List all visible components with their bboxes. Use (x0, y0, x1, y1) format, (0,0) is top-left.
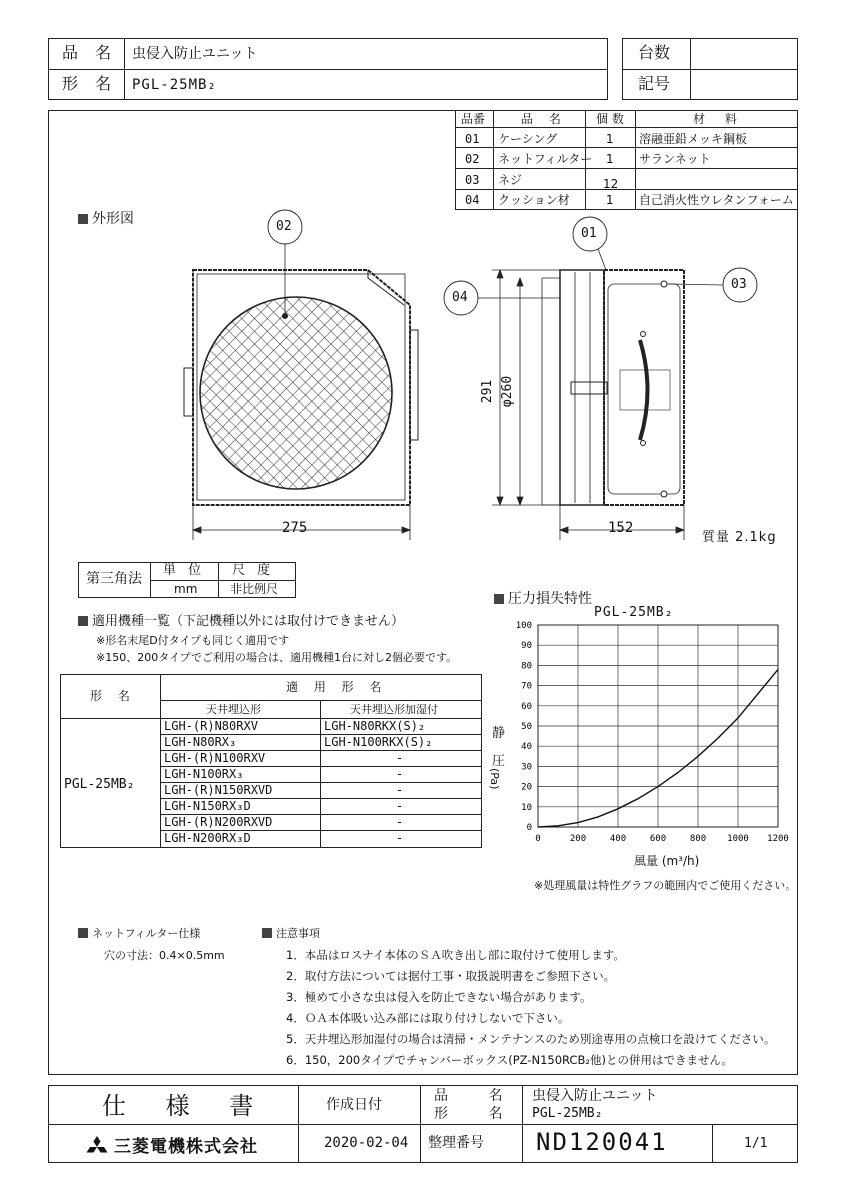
company-logo (84, 1135, 274, 1159)
unit-value: mm (174, 582, 198, 596)
y-tick-label: 10 (521, 802, 532, 813)
compat-col-applicable: 適 用 形 名 (286, 680, 388, 694)
parts-row-material: 溶融亜鉛メッキ鋼板 (639, 132, 748, 146)
y-tick-label: 20 (521, 782, 532, 793)
note-item: 2．取付方法については据付工事・取扱説明書をご参照下さい。 (286, 969, 616, 983)
chart-ylabel-2: 圧 (492, 754, 506, 769)
name-label: 品 名 (62, 43, 118, 62)
compat-row-ceiling: LGH-N150RX₃D (164, 799, 251, 813)
mass-label: 質量 2.1kg (702, 530, 777, 545)
compat-row-humid: LGH-N100RKX(S)₂ (324, 735, 433, 749)
compat-row-humid: LGH-N80RKX(S)₂ (324, 719, 426, 733)
company-name: 三菱電機株式会社 (114, 1137, 258, 1157)
compat-col-model: 形 名 (90, 689, 136, 703)
compat-title: 適用機種一覧（下記機種以外には取付けできません） (78, 615, 404, 628)
parts-row-name: ネットフィルター (498, 152, 593, 166)
y-tick-label: 40 (521, 742, 532, 753)
y-tick-label: 80 (521, 661, 532, 672)
name-label-footer: 品 名 (434, 1088, 521, 1104)
compat-row-humid: - (396, 751, 404, 765)
note-item: 5．天井埋込形加湿付の場合は清掃・メンテナンスのため別途専用の点検口を設けてください。 (286, 1032, 776, 1046)
compat-col-ceiling: 天井埋込形 (206, 703, 261, 716)
y-tick-label: 50 (521, 722, 532, 732)
y-tick-label: 30 (521, 762, 532, 773)
x-tick-label: 600 (649, 834, 667, 844)
net-spec-title: ネットフィルター仕様 (78, 928, 200, 939)
parts-row-no: 04 (465, 193, 480, 207)
parts-row-material: サランネット (639, 152, 711, 166)
compat-model: PGL-25MB₂ (64, 777, 135, 792)
compat-row-humid: - (396, 799, 404, 813)
dim-width: 275 (282, 520, 308, 536)
scale-value: 非比例尺 (230, 582, 279, 596)
ref-label: 整理番号 (428, 1135, 484, 1151)
qty-label: 台数 (638, 43, 671, 62)
chart-ylabel-unit: (Pa) (488, 768, 501, 790)
compat-table (60, 674, 482, 848)
parts-row-qty: 1 (606, 193, 614, 207)
projection-label: 第三角法 (86, 571, 142, 587)
y-tick-label: 0 (526, 823, 532, 833)
compat-row-ceiling: LGH-N80RX₃ (164, 735, 237, 749)
y-tick-label: 70 (521, 681, 532, 692)
note-item: 3．極めて小さな虫は侵入を防止できない場合があります。 (286, 990, 592, 1004)
ref-value: ND120041 (536, 1128, 668, 1156)
x-tick-label: 800 (689, 834, 707, 844)
compat-row-ceiling: LGH-(R)N150RXVD (164, 783, 273, 797)
note-item: 6．150，200タイプでチャンバーボックス(PZ-N150RCB₂他)との併用はできません。 (286, 1053, 734, 1067)
compat-row-ceiling: LGH-N200RX₃D (164, 831, 251, 845)
model-value: PGL-25MB₂ (132, 77, 217, 93)
doc-title: 仕 様 書 (102, 1092, 270, 1120)
chart-ylabel-1: 静 (492, 726, 506, 741)
parts-row-material: 自己消火性ウレタンフォーム (639, 193, 794, 207)
dim-depth: 152 (608, 520, 634, 536)
parts-row-qty: 1 (606, 132, 614, 146)
parts-head-name: 品 名 (521, 112, 567, 126)
net-spec-hole: 穴の寸法：0.4×0.5mm (104, 949, 225, 962)
y-tick-label: 60 (521, 701, 532, 712)
parts-row-name: ネジ (498, 173, 523, 187)
date-value: 2020-02-04 (324, 1135, 409, 1151)
section-square-icon (78, 928, 88, 938)
compat-col-ceiling-humid: 天井埋込形加湿付 (350, 703, 438, 716)
pressure-chart (500, 615, 800, 850)
section-square-icon (494, 594, 504, 604)
compat-row-ceiling: LGH-(R)N80RXV (164, 719, 258, 733)
callout-01: 01 (581, 226, 597, 241)
outline-title: 外形図 (78, 212, 134, 226)
side-view (542, 270, 684, 505)
callout-02: 02 (276, 219, 292, 234)
chart-xlabel: 風量 (m³/h) (634, 854, 700, 868)
compat-row-humid: - (396, 783, 404, 797)
section-square-icon (78, 616, 88, 626)
x-tick-label: 400 (609, 834, 627, 844)
model-label: 形 名 (62, 74, 118, 93)
net-filter-circle (200, 297, 392, 489)
compat-note-1: ※形名末尾D付タイプも同じく適用です (96, 634, 290, 647)
x-tick-label: 1000 (727, 834, 749, 844)
dim-diameter: φ260 (500, 375, 516, 408)
parts-head-no: 品番 (461, 112, 486, 126)
callout-04: 04 (452, 290, 468, 305)
callout-03: 03 (731, 277, 747, 292)
x-tick-label: 200 (569, 834, 587, 844)
note-item: 4．ＯＡ本体吸い込み部には取り付けしないで下さい。 (286, 1011, 570, 1025)
pressure-title: 圧力損失特性 (494, 592, 592, 606)
compat-row-ceiling: LGH-(R)N200RXVD (164, 815, 273, 829)
name-value-footer: 虫侵入防止ユニット (532, 1088, 658, 1104)
model-label-footer: 形 名 (434, 1106, 521, 1122)
date-label: 作成日付 (326, 1097, 382, 1113)
parts-row-no: 02 (465, 152, 480, 166)
x-tick-label: 1200 (767, 834, 789, 844)
compat-note-2: ※150、200タイプでご利用の場合は、適用機種1台に対し2個必要です。 (96, 651, 458, 664)
page-number: 1/1 (744, 1136, 768, 1151)
parts-row-no: 03 (465, 173, 480, 187)
parts-row-name: ケーシング (498, 132, 558, 146)
y-tick-label: 90 (521, 641, 532, 652)
name-value: 虫侵入防止ユニット (132, 46, 258, 62)
mitsubishi-logo-icon (84, 1136, 110, 1158)
compat-row-humid: - (396, 831, 404, 845)
compat-row-humid: - (396, 767, 404, 781)
section-square-icon (262, 928, 272, 938)
model-value-footer: PGL-25MB₂ (532, 1106, 603, 1121)
parts-row-qty: 1 (606, 152, 614, 166)
parts-row-name: クッション材 (498, 193, 570, 207)
x-tick-label: 0 (535, 834, 541, 844)
parts-head-qty: 個数 (596, 112, 629, 126)
note-item: 1．本品はロスナイ本体のＳＡ吹き出し部に取付けて使用します。 (286, 948, 625, 962)
sign-label: 記号 (638, 74, 671, 93)
front-view (184, 243, 418, 505)
scale-label: 尺 度 (232, 563, 275, 578)
notes-title: 注意事項 (262, 928, 320, 939)
parts-row-no: 01 (465, 132, 480, 146)
parts-head-material: 材 料 (693, 112, 745, 126)
compat-row-ceiling: LGH-N100RX₃ (164, 767, 244, 781)
chart-title: PGL-25MB₂ (594, 605, 674, 620)
compat-row-humid: - (396, 815, 404, 829)
parts-row-qty: 12 (603, 177, 619, 191)
compat-row-ceiling: LGH-(R)N100RXV (164, 751, 266, 765)
chart-note: ※処理風量は特性グラフの範囲内でご使用ください。 (534, 879, 797, 892)
unit-label: 単 位 (163, 563, 206, 578)
dim-height: 291 (480, 379, 496, 404)
y-tick-label: 100 (515, 621, 532, 631)
